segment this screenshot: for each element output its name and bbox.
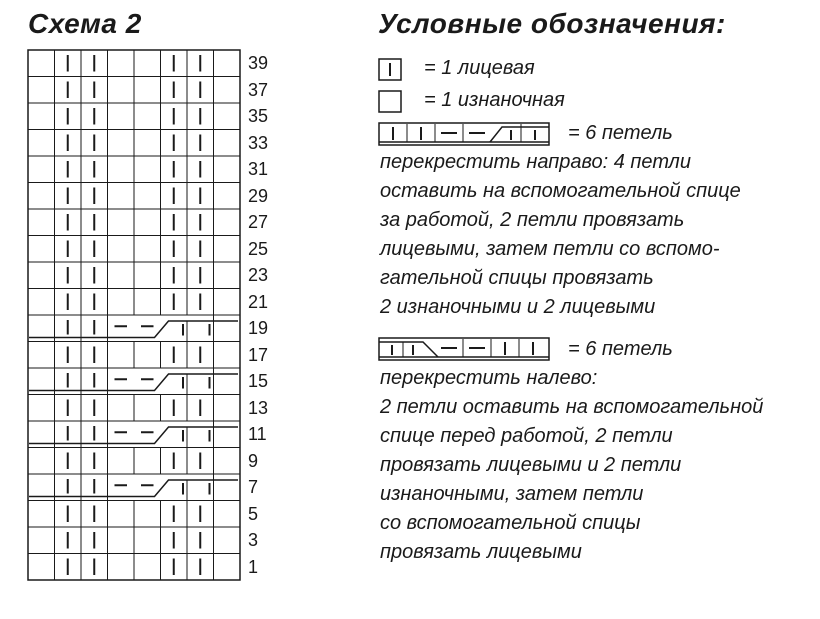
row-number: 11 [248,424,267,445]
row-number: 5 [248,503,259,524]
row-number: 31 [248,159,269,180]
cross-left-desc-1: перекрестить налево: [380,367,598,389]
cross-right-desc-1: перекрестить направо: 4 петли [380,151,691,173]
row-number: 7 [248,477,259,498]
row-number: 17 [248,344,269,365]
legend-title: Условные обозначения: [378,8,726,39]
row-number: 25 [248,238,269,259]
row-number: 1 [248,556,259,577]
legend-knit-text: = 1 лицевая [424,57,535,79]
cross-right-symbol-icon [378,122,554,148]
row-number: 9 [248,450,259,471]
scheme-title: Схема 2 [28,8,142,39]
row-number: 13 [248,397,269,418]
legend-purl-text: = 1 изнаночная [424,89,565,111]
knit-symbol-icon [378,58,404,82]
cross-right-desc-6: 2 изнаночными и 2 лицевыми [380,296,656,318]
cable-cross-line [29,480,238,497]
row-number: 15 [248,371,269,392]
cross-right-desc-2: оставить на вспомогательной спице [380,180,741,202]
cross-left-desc-3: спице перед работой, 2 петли [380,425,673,447]
row-number: 35 [248,106,269,127]
row-number: 3 [248,530,259,551]
row-number: 33 [248,132,269,153]
cable-cross-line [29,374,238,391]
row-number: 29 [248,185,269,206]
row-number: 27 [248,212,269,233]
cable-cross-line [29,427,238,444]
legend-cross-right-eq: = 6 петель [568,122,673,144]
row-number: 39 [248,53,269,74]
cross-left-desc-7: провязать лицевыми [380,541,582,563]
purl-symbol-icon [378,90,404,114]
cross-right-desc-5: гательной спицы провязать [380,267,654,289]
cable-cross-line [29,321,238,338]
row-number: 21 [248,291,269,312]
cross-left-desc-5: изнаночными, затем петли [380,483,644,505]
legend-cross-left-eq: = 6 петель [568,338,673,360]
row-number: 37 [248,79,269,100]
cross-left-desc-4: провязать лицевыми и 2 петли [380,454,682,476]
cross-right-desc-4: лицевыми, затем петли со вспомо- [380,238,720,260]
cross-left-desc-6: со вспомогательной спицы [380,512,641,534]
cross-left-desc-2: 2 петли оставить на вспомогательной [380,396,764,418]
cross-right-desc-3: за работой, 2 петли провязать [380,209,685,231]
row-number: 19 [248,318,269,339]
row-number: 23 [248,265,269,286]
cross-left-symbol-icon [378,337,554,363]
